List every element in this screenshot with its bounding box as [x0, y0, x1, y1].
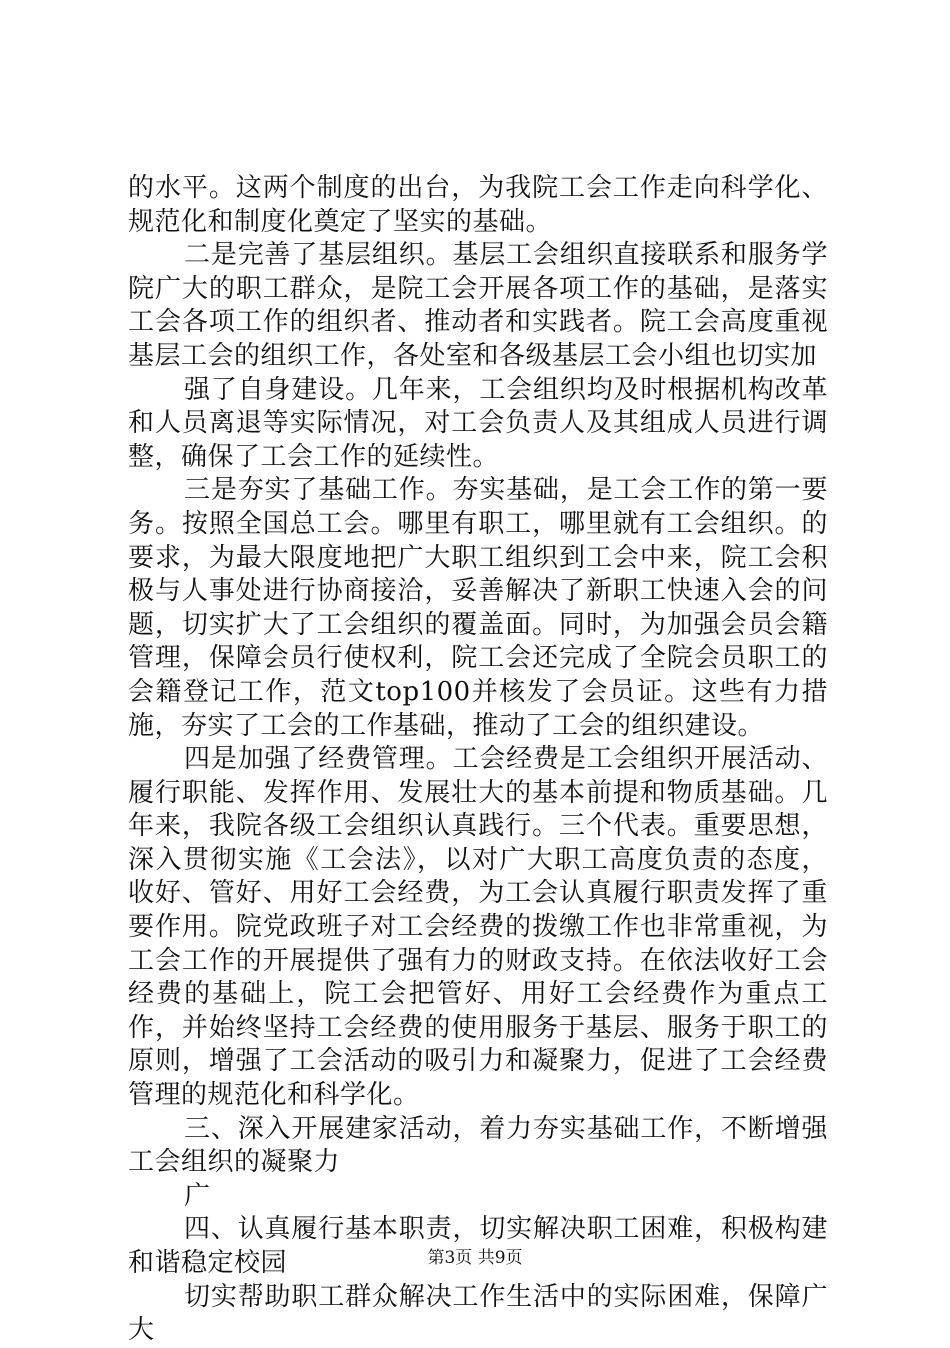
paragraph-funds-management: 四是加强了经费管理。工会经费是工会组织开展活动、履行职能、发挥作用、发展壮大的基本前提和物质基础。几年来，我院各级工会组织认真践行。三个代表。重要思想，深入贯彻实施《工会法》，以对广大职工高度负责的态度，收好、管好、用好工会经费，为工会认真履行职责发挥了重要作用。院党政班子对工会经费的拨缴工作也非常重视，为工会工作的开展提供了强有力的财政支持。在依法收好工会经费的基础上，院工会把管好、用好工会经费作为重点工作，并始终坚持工会经费的使用服务于基层、服务于职工的原则，增强了工会活动的吸引力和凝聚力，促进了工会经费管理的规范化和科学化。 [128, 744, 828, 1111]
paragraph-continuation: 的水平。这两个制度的出台，为我院工会工作走向科学化、规范化和制度化奠定了坚实的基础。 [128, 173, 828, 237]
section-heading-four: 四、认真履行基本职责，切实解决职工困难，积极构建和谐稳定校园 [128, 1214, 828, 1278]
section-heading-three: 三、深入开展建家活动，着力夯实基础工作，不断增强工会组织的凝聚力 [128, 1113, 828, 1178]
paragraph-foundation-work: 三是夯实了基础工作。夯实基础，是工会工作的第一要务。按照全国总工会。哪里有职工，哪里就有工会组织。的要求，为最大限度地把广大职工组织到工会中来，院工会积极与人事处进行协商接洽，妥善解决了新职工快速入会的问题，切实扩大了工会组织的覆盖面。同时，为加强会员会籍管理，保障会员行使权利，院工会还完成了全院会员职工的会籍登记工作，范文top100并核发了会员证。这些有力措施，夯实了工会的工作基础，推动了工会的组织建设。 [128, 475, 828, 741]
paragraph-self-building: 强了自身建设。几年来，工会组织均及时根据机构改革和人员离退等实际情况，对工会负责人及其组成人员进行调整，确保了工会工作的延续性。 [128, 374, 828, 472]
document-body [128, 172, 828, 1348]
page-number-footer: 第3页 共9页 [427, 1248, 523, 1268]
paragraph-fragment: 广 [184, 1180, 211, 1211]
paragraph-help-workers: 切实帮助职工群众解决工作生活中的实际困难，保障广大 [128, 1281, 828, 1346]
paragraph-grassroots-organization: 二是完善了基层组织。基层工会组织直接联系和服务学院广大的职工群众，是院工会开展各项工作的基础，是落实工会各项工作的组织者、推动者和实践者。院工会高度重视基层工会的组织工作，各处室和各级基层工会小组也切实加 [128, 240, 828, 371]
